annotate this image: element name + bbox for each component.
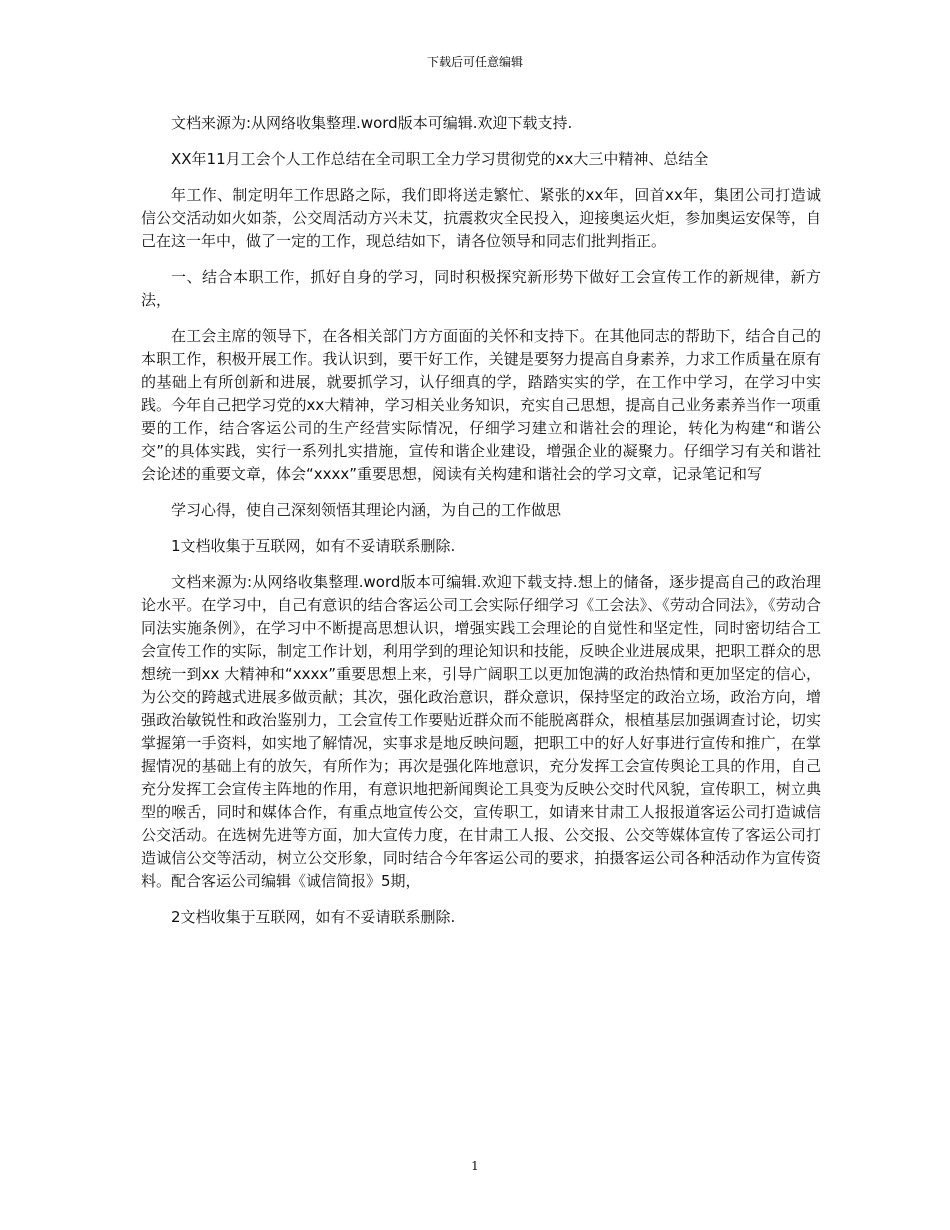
footnote-paragraph: 1文档收集于互联网，如有不妥请联系删除. — [171, 537, 456, 555]
footnote-paragraph: 2文档收集于互联网，如有不妥请联系删除. — [171, 908, 456, 926]
title-paragraph: XX年11月工会个人工作总结在全司职工全力学习贯彻党的xx大三中精神、总结全 — [171, 150, 709, 168]
page-number: 1 — [471, 1159, 479, 1173]
body-paragraph: 文档来源为:从网络收集整理.word版本可编辑.欢迎下载支持.想上的储备，逐步提高自己的政治理论水平。在学习中，自己有意识的结合客运公司工会实际仔细学习《工会法》、《劳动合同法》，《劳动合同法实施条例》，在学习中不断提高思想认识，增强实践工会理论的自觉性和坚定性，同时密切结合工会宣传工作的实际，制定工作计划，利用学到的理论知识和技能，反映企业进展成果，把职工群众的思想统一到xx 大精神和“xxxx”重要思想上来，引导广阔职工以更加饱满的政治热情和更加坚定的信心，为公交的跨越式进展多做贡献；其次，强化政治意识，群众意识，保持坚定的政治立场，政治方向，增强政治敏锐性和政治鉴别力，工会宣传工作要贴近群众而不能脱离群众，根植基层加强调查讨论，切实掌握第一手资料，如实地了解情况，实事求是地反映问题，把职工中的好人好事进行宣传和推广，在掌握情况的基础上有的放矢，有所作为；再次是强化阵地意识，充分发挥工会宣传舆论工具的作用，自己充分发挥工会宣传主阵地的作用，有意识地把新闻舆论工具变为反映公交时代风貌，宣传职工，树立典型的喉舌，同时和媒体合作，有重点地宣传公交，宣传职工，如请来甘肃工人报报道客运公司打造诚信公交活动。在选树先进等方面，加大宣传力度，在甘肃工人报、公交报、公交等媒体宣传了客运公司打造诚信公交等活动，树立公交形象，同时结合今年客运公司的要求，拍摄客运公司各种活动作为宣传资料。配合客运公司编辑《诚信简报》5期， — [141, 573, 821, 890]
body-paragraph: 在工会主席的领导下，在各相关部门方方面面的关怀和支持下。在其他同志的帮助下，结合自己的本职工作，积极开展工作。我认识到，要干好工作，关键是要努力提高自身素养，力求工作质量在原有的基础上有所创新和进展，就要抓学习，认仔细真的学，踏踏实实的学，在工作中学习，在学习中实践。今年自己把学习党的xx大精神，学习相关业务知识，充实自己思想，提高自己业务素养当作一项重要的工作，结合客运公司的生产经营实际情况，仔细学习建立和谐社会的理论，转化为构建“和谐公交”的具体实践，实行一系列扎实措施，宣传和谐企业建设，增强企业的凝聚力。仔细学习有关和谐社会论述的重要文章，体会“xxxx”重要思想，阅读有关构建和谐社会的学习文章，记录笔记和写 — [141, 327, 821, 483]
page-header: 下载后可任意编辑 — [426, 55, 523, 69]
document-body — [141, 112, 821, 942]
intro-paragraph: 年工作、制定明年工作思路之际，我们即将送走繁忙、紧张的xx年，回首xx年，集团公司打造诚信公交活动如火如荼，公交周活动方兴未艾，抗震救灾全民投入，迎接奥运火炬，参加奥运安保等，自己在这一年中，做了一定的工作，现总结如下，请各位领导和同志们批判指正。 — [141, 186, 821, 250]
section-heading-paragraph: 一、结合本职工作，抓好自身的学习，同时积极探究新形势下做好工会宣传工作的新规律，新方法， — [141, 268, 821, 309]
body-paragraph: 学习心得，使自己深刻领悟其理论内涵，为自己的工作做思 — [171, 501, 562, 519]
source-note-paragraph: 文档来源为:从网络收集整理.word版本可编辑.欢迎下载支持. — [171, 114, 573, 132]
